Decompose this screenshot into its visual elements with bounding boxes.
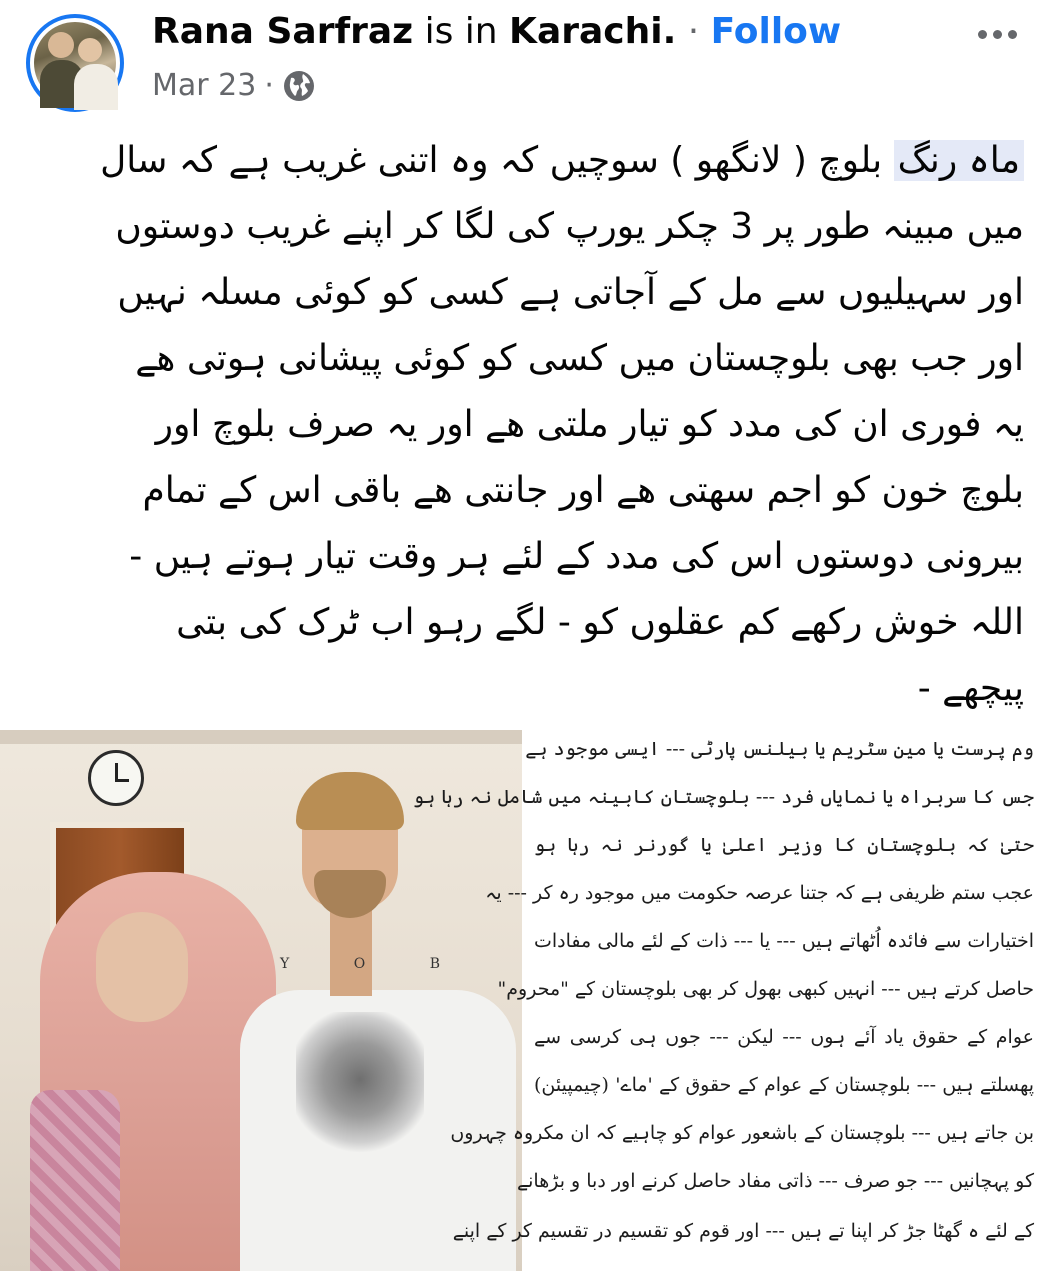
clipping-line: جس کا سربراہ یا نمایاں فرد --- بلوچستان کابینہ میں شامل نہ رہا ہو (412, 786, 1034, 808)
post-image[interactable] (0, 730, 1049, 1271)
clipping-line: بن جاتے ہیں --- بلوچستان کے باشعور عوام کو چاہیے کہ ان مکروہ چہروں (450, 1122, 1034, 1144)
location-link[interactable]: Karachi. (509, 11, 677, 52)
clipping-line: عوام کے حقوق یاد آئے ہوں --- لیکن --- جوں ہی کرسی سے (534, 1026, 1034, 1048)
author-line (152, 8, 841, 56)
author-name[interactable]: Rana Sarfraz (152, 11, 414, 52)
clipping-line: عجب ستم ظریفی ہے کہ جتنا عرصہ حکومت میں موجود رہ کر --- یہ (485, 882, 1034, 904)
post-line-5: یہ فوری ان کی مدد کو تیار ملتی ھے اور یہ صرف بلوچ اور (155, 404, 1024, 445)
clipping-line: پھسلتے ہیں --- بلوچستان کے عوام کے حقوق کے 'ماے' (چیمپیئن) (534, 1074, 1034, 1096)
post-meta (152, 66, 316, 106)
globe-icon (282, 69, 316, 103)
post-header (0, 0, 1049, 120)
meta-separator: · (264, 68, 274, 103)
shirt-letters: Y O B (280, 956, 440, 972)
post-date[interactable]: Mar 23 (152, 68, 257, 103)
more-options-icon[interactable] (971, 16, 1023, 52)
follow-button[interactable]: Follow (710, 11, 842, 52)
clipping-line: حتیٰ کہ بلوچستان کا وزیر اعلیٰ یا گورنر نہ رہا ہو (534, 834, 1034, 856)
clock-icon (88, 750, 144, 806)
post-line-4: اور جب بھی بلوچستان میں کسی کو کوئی پیشانی ہوتی ھے (135, 338, 1024, 379)
separator: · (687, 11, 700, 52)
post-line-7: بیرونی دوستوں اس کی مدد کے لئے ہر وقت تیار ہوتے ہیں - (129, 536, 1024, 577)
avatar-photo (34, 22, 116, 104)
status-text: is in (424, 11, 498, 52)
highlighted-tag[interactable]: ماہ رنگ (894, 140, 1024, 181)
clipping-line: حاصل کرتے ہیں --- انہیں کبھی بھول کر بھی بلوچستان کے "محروم" (497, 978, 1034, 1000)
avatar[interactable] (26, 14, 124, 112)
post-text (34, 128, 1024, 722)
post-line-6: بلوچ خون کو اجم سھتی ھے اور جانتی ھے باقی اس کے تمام (142, 470, 1024, 511)
clipping-line: کے لئے ہ گھٹا جڑ کر اپنا تے ہیں --- اور قوم کو تقسیم در تقسیم کر کے اپنے (452, 1220, 1034, 1242)
post-line-3: اور سہیلیوں سے مل کے آجاتی ہے کسی کو کوئی مسلہ نہیں (117, 272, 1024, 313)
post-line-8: اللہ خوش رکھے کم عقلوں کو - لگے رہو اب ٹرک کی بتی (176, 602, 1024, 643)
clipping-line: کو پہچانیں --- جو صرف --- ذاتی مفاد حاصل کرنے اور دبا و بڑھانے (517, 1170, 1034, 1192)
post-line-9: پیچھے - (917, 668, 1024, 709)
clipping-line: وم پرست یا مین سٹریم یا بیلنس پارٹی --- ایسی موجود ہے (525, 738, 1034, 760)
shirt-lion-print (296, 1012, 424, 1162)
clipping-line: اختیارات سے فائدہ اُٹھاتے ہیں --- یا --- ذات کے لئے مالی مفادات (534, 930, 1034, 952)
post-line-2: میں مبینہ طور پر 3 چکر یورپ کی لگا کر اپنے غریب دوستوں (115, 206, 1024, 247)
newspaper-clipping (412, 730, 1049, 1271)
post-line-1: ماہ رنگ بلوچ ( لانگھو ) سوچیں کہ وہ اتنی غریب ہے کہ سال (34, 128, 1024, 194)
